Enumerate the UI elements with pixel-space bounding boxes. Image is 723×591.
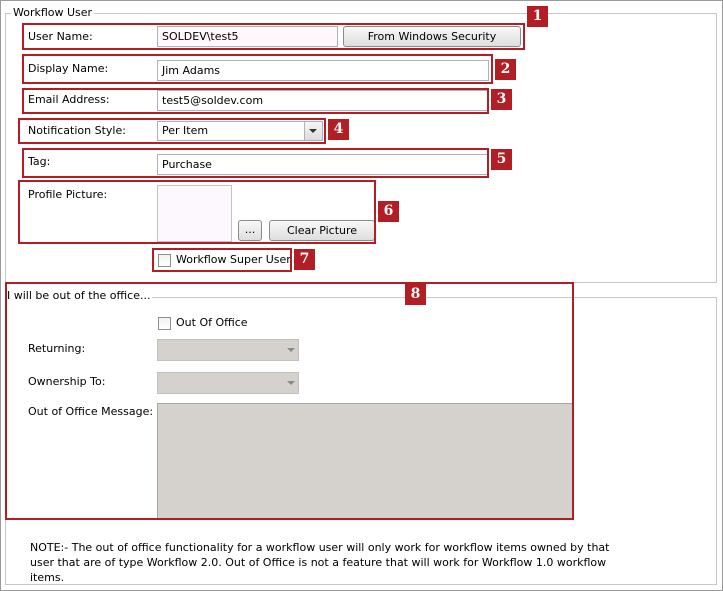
annotation-box-7 [152,248,292,272]
from-windows-security-button[interactable]: From Windows Security [343,26,521,47]
returning-label: Returning: [28,342,86,355]
notification-style-label: Notification Style: [28,124,126,137]
annotation-badge-5: 5 [491,149,512,170]
annotation-badge-1: 1 [527,6,548,27]
user-name-label: User Name: [28,30,93,43]
out-of-office-message-label: Out of Office Message: [28,405,154,418]
tag-input[interactable]: Purchase [157,154,489,175]
display-name-input[interactable]: Jim Adams [157,60,489,81]
annotation-box-2 [22,54,493,84]
annotation-badge-3: 3 [491,89,512,110]
out-of-office-label[interactable]: Out Of Office [176,316,248,329]
clear-picture-button[interactable]: Clear Picture [269,220,375,241]
note-line-3: items. [30,571,65,584]
out-of-office-legend: I will be out of the office... [7,289,151,302]
ownership-to-label: Ownership To: [28,375,106,388]
user-name-input[interactable]: SOLDEV\test5 [157,26,338,47]
annotation-badge-2: 2 [495,59,516,80]
annotation-box-4 [18,118,326,144]
annotation-badge-7: 7 [294,249,315,270]
browse-picture-button[interactable]: ... [238,220,262,241]
workflow-user-legend: Workflow User [13,6,93,19]
email-address-label: Email Address: [28,93,110,106]
annotation-badge-4: 4 [328,119,349,140]
annotation-box-3 [22,88,489,114]
annotation-box-5 [22,148,489,178]
display-name-label: Display Name: [28,62,109,75]
tag-label: Tag: [28,155,51,168]
note-line-2: user that are of type Workflow 2.0. Out of Office is not a feature that will work for Workflow 1.0 workflow [30,556,607,569]
email-address-input[interactable]: test5@soldev.com [157,90,489,111]
annotation-box-8 [5,282,574,520]
annotation-badge-6: 6 [378,201,399,222]
super-user-label[interactable]: Workflow Super User [176,253,291,266]
annotation-box-6 [18,180,376,244]
annotation-badge-8: 8 [405,284,426,305]
profile-picture-label: Profile Picture: [28,188,108,201]
notification-style-value: Per Item [162,124,209,137]
note-line-1: NOTE:- The out of office functionality for a workflow user will only work for workflow items owned by that [30,541,610,554]
annotation-box-1 [22,23,525,50]
